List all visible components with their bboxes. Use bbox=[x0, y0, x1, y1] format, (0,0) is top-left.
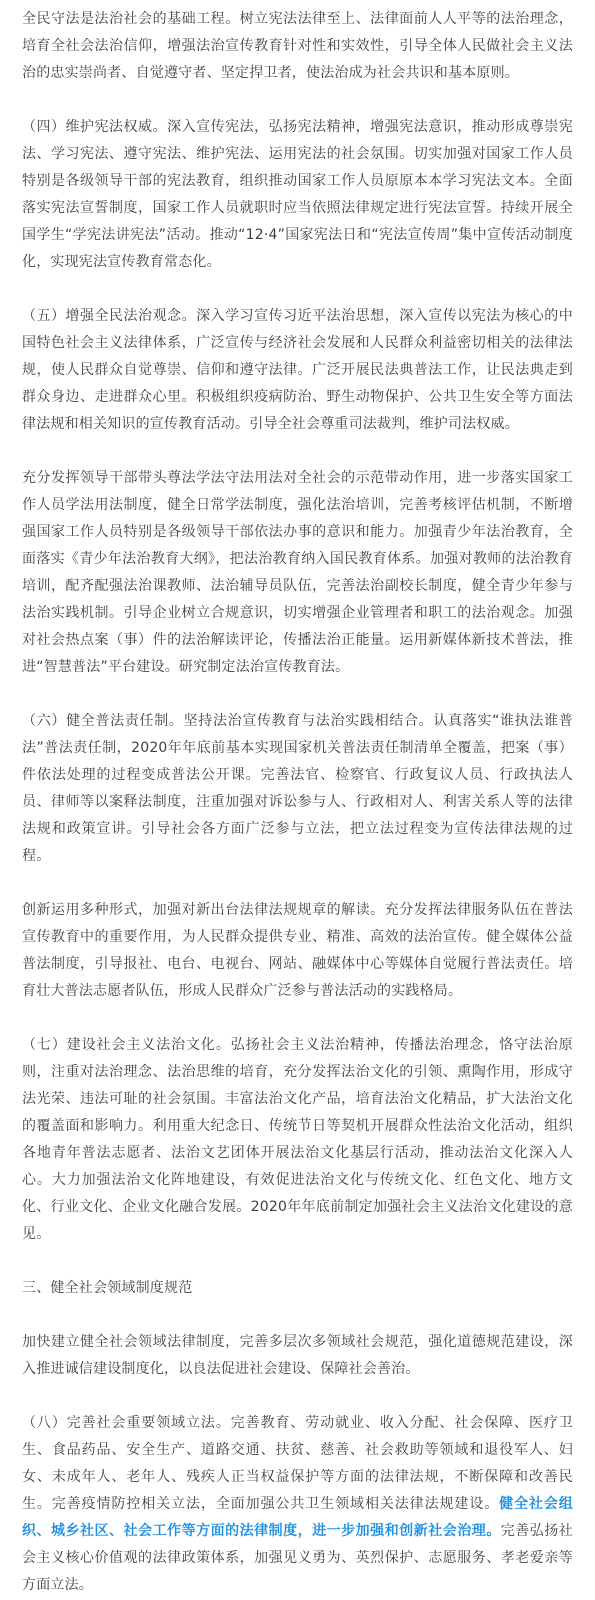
paragraph-spacer bbox=[22, 276, 573, 303]
paragraph-intro: 全民守法是法治社会的基础工程。树立宪法法律至上、法律面前人人平等的法治理念，培育全社会法治信仰，增强法治宣传教育针对性和实效性，引导全体人民做社会主义法治的忠实崇尚者、自觉遵守者、坚定捍卫者，使法治成为社会共识和基本原则。 bbox=[22, 11, 573, 81]
paragraph-spacer bbox=[22, 1302, 573, 1329]
paragraph-section-8 bbox=[22, 1410, 573, 1599]
paragraph-section-4: （四）维护宪法权威。深入宣传宪法，弘扬宪法精神，增强宪法意识，推动形成尊崇宪法、学习宪法、遵守宪法、维护宪法、运用宪法的社会氛围。切实加强对国家工作人员特别是各级领导干部的宪法教育，组织推动国家工作人员原原本本学习宪法文本。全面落实宪法宣誓制度，国家工作人员就职时应当依照法律规定进行宪法宣誓。持续开展全国学生“学宪法讲宪法”活动。推动“12·4”国家宪法日和“宪法宣传周”集中宣传活动制度化，实现宪法宣传教育常态化。 bbox=[22, 119, 573, 270]
paragraph-spacer bbox=[22, 87, 573, 114]
paragraph-section-8-text: （八）完善社会重要领域立法。完善教育、劳动就业、收入分配、社会保障、医疗卫生、食品药品、安全生产、道路交通、扶贫、慈善、社会救助等领域和退役军人、妇女、未成年人、老年人、残疾人正当权益保护等方面的法律法规，不断保障和改善民生。完善疫情防控相关立法，全面加强公共卫生领域相关法律法规建设。 bbox=[22, 1415, 573, 1512]
paragraph-social-norms: 加快建立健全社会领域法律制度，完善多层次多领域社会规范，强化道德规范建设，深入推进诚信建设制度化，以良法促进社会建设、保障社会善治。 bbox=[22, 1334, 573, 1377]
paragraph-spacer bbox=[22, 681, 573, 708]
paragraph-spacer bbox=[22, 870, 573, 897]
paragraph-innovation: 创新运用多种形式，加强对新出台法律法规规章的解读。充分发挥法律服务队伍在普法宣传教育中的重要作用，为人民群众提供专业、精准、高效的法治宣传。健全媒体公益普法制度，引导报社、电台、电视台、网站、融媒体中心等媒体自觉履行普法责任。培育壮大普法志愿者队伍，形成人民群众广泛参与普法活动的实践格局。 bbox=[22, 902, 573, 999]
paragraph-section-7: （七）建设社会主义法治文化。弘扬社会主义法治精神，传播法治理念，恪守法治原则，注重对法治理念、法治思维的培育，充分发挥法治文化的引领、熏陶作用，形成守法光荣、违法可耻的社会氛围。丰富法治文化产品，培育法治文化精品，扩大法治文化的覆盖面和影响力。利用重大纪念日、传统节日等契机开展群众性法治文化活动，组织各地青年普法志愿者、法治文艺团体开展法治文化基层行活动，推动法治文化深入人心。大力加强法治文化阵地建设，有效促进法治文化与传统文化、红色文化、地方文化、行业文化、企业文化融合发展。2020年年底前制定加强社会主义法治文化建设的意见。 bbox=[22, 1037, 573, 1242]
paragraph-section-8-continued: 完善弘扬社会主义核心价值观的法律政策体系，加强见义勇为、英烈保护、志愿服务、孝老爱亲等方面立法。 bbox=[22, 1523, 573, 1593]
paragraph-spacer bbox=[22, 438, 573, 465]
paragraph-leaders: 充分发挥领导干部带头尊法学法守法用法对全社会的示范带动作用，进一步落实国家工作人员学法用法制度，健全日常学法制度，强化法治培训，完善考核评估机制，不断增强国家工作人员特别是各级领导干部依法办事的意识和能力。加强青少年法治教育，全面落实《青少年法治教育大纲》，把法治教育纳入国民教育体系。加强对教师的法治教育培训，配齐配强法治课教师、法治辅导员队伍，完善法治副校长制度，健全青少年参与法治实践机制。引导企业树立合规意识，切实增强企业管理者和职工的法治观念。加强对社会热点案（事）件的法治解读评论，传播法治正能量。运用新媒体新技术普法，推进“智慧普法”平台建设。研究制定法治宣传教育法。 bbox=[22, 470, 573, 675]
section-heading-3: 三、健全社会领域制度规范 bbox=[22, 1280, 193, 1296]
highlighted-text: 健全社会组织、城乡社区、社会工作等方面的法律制度，进一步加强和创新社会治理。 bbox=[22, 1496, 573, 1539]
article-body bbox=[22, 6, 573, 1599]
paragraph-spacer bbox=[22, 1005, 573, 1032]
paragraph-section-5: （五）增强全民法治观念。深入学习宣传习近平法治思想，深入宣传以宪法为核心的中国特色社会主义法律体系，广泛宣传与经济社会发展和人民群众利益密切相关的法律法规，使人民群众自觉尊崇、信仰和遵守法律。广泛开展民法典普法工作，让民法典走到群众身边、走进群众心里。积极组织疫病防治、野生动物保护、公共卫生安全等方面法律法规和相关知识的宣传教育活动。引导全社会尊重司法裁判，维护司法权威。 bbox=[22, 308, 573, 432]
paragraph-spacer bbox=[22, 1383, 573, 1410]
paragraph-spacer bbox=[22, 1248, 573, 1275]
paragraph-section-6: （六）健全普法责任制。坚持法治宣传教育与法治实践相结合。认真落实“谁执法谁普法”普法责任制，2020年年底前基本实现国家机关普法责任制清单全覆盖，把案（事）件依法处理的过程变成普法公开课。完善法官、检察官、行政复议人员、行政执法人员、律师等以案释法制度，注重加强对诉讼参与人、行政相对人、利害关系人等的法律法规和政策宣讲。引导社会各方面广泛参与立法，把立法过程变为宣传法律法规的过程。 bbox=[22, 713, 573, 864]
